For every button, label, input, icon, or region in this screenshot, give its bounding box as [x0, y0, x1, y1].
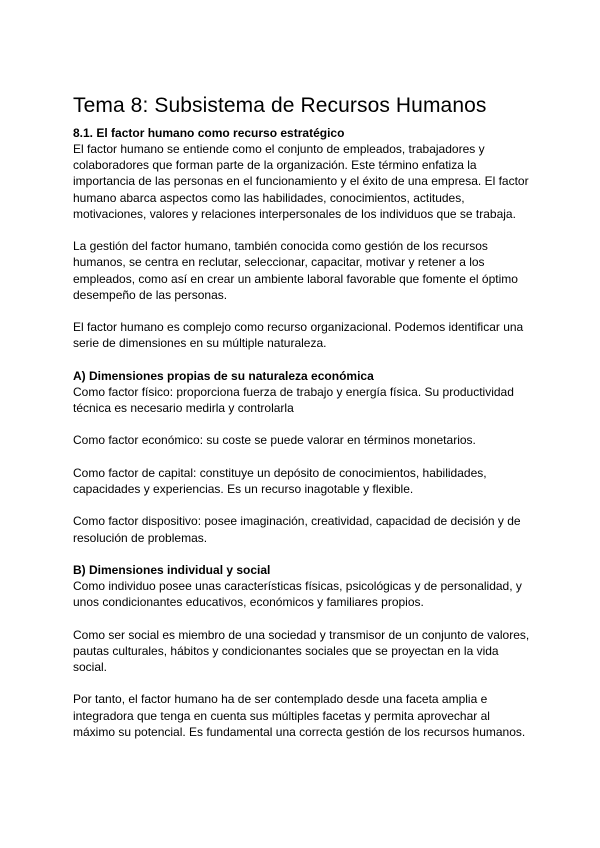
- section-1-paragraph-3: El factor humano es complejo como recurso organizacional. Podemos identificar una serie de dimensiones en su múltiple naturaleza.: [73, 320, 524, 351]
- section-1-paragraph-2: La gestión del factor humano, también conocida como gestión de los recursos humanos, se centra en reclutar, seleccionar, capacitar, motivar y retener a los empleados, como así en crear un ambiente laboral favorable que fomente el óptimo desempeño de las personas.: [73, 239, 518, 302]
- section-a-paragraph-1: Como factor físico: proporciona fuerza de trabajo y energía física. Su productividad técnica es necesario medirla y controlarla: [73, 384, 514, 415]
- section-1-heading: 8.1. El factor humano como recurso estratégico: [73, 126, 345, 140]
- section-b-paragraph-1: Como individuo posee unas características físicas, psicológicas y de personalidad, y unos condicionantes educativos, económicos y familiares propios.: [73, 578, 522, 610]
- section-b-paragraph-3: Por tanto, el factor humano ha de ser contemplado desde una faceta amplia e integradora que tenga en cuenta sus múltiples facetas y permita aprovechar al máximo su potencial. Es fundamental una correcta gestión de los recursos humanos.: [73, 692, 526, 739]
- section-1-paragraph-1: El factor humano se entiende como el conjunto de empleados, trabajadores y colaboradores que forman parte de la organización. Este término enfatiza la importancia de las personas en el funcionamiento y el éxito de una empresa. El factor humano abarca aspectos como las habilidades, conocimientos, actitudes, motivaciones, valores y relaciones interpersonales de los individuos que se trabaja.: [73, 142, 529, 221]
- section-b-heading: B) Dimensiones individual y social: [73, 562, 271, 577]
- page-title: Tema 8: Subsistema de Recursos Humanos: [73, 94, 487, 117]
- section-a-paragraph-4: Como factor dispositivo: posee imaginación, creatividad, capacidad de decisión y de resolución de problemas.: [73, 514, 521, 545]
- section-a-paragraph-3: Como factor de capital: constituye un depósito de conocimientos, habilidades, capacidades y experiencias. Es un recurso inagotable y flexible.: [73, 465, 487, 496]
- section-a-paragraph-2: Como factor económico: su coste se puede valorar en términos monetarios.: [73, 433, 476, 448]
- section-a-heading: A) Dimensiones propias de su naturaleza económica: [73, 368, 374, 383]
- section-b-paragraph-2: Como ser social es miembro de una sociedad y transmisor de un conjunto de valores, pautas culturales, hábitos y condicionantes sociales que se proyectan en la vida social.: [73, 627, 530, 674]
- document-page: [73, 94, 533, 740]
